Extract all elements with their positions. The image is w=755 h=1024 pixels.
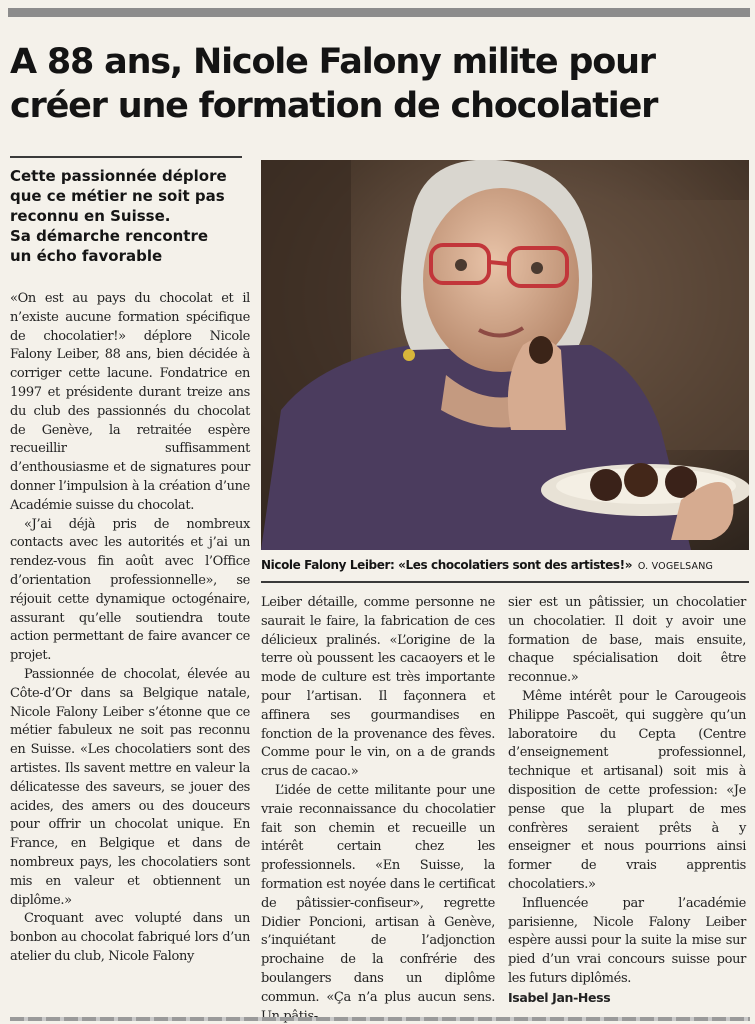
body-paragraph: Leiber détaille, comme personne ne saurait le faire, la fabrication de ces délicieux pralinés. «L’origine de la terre où poussent les cacaoyers et le mode de culture est très importante pour l’artisan. Il façonnera et affinera ses gourmandises en fonction de la provenance des fèves. Comme pour le vin, on a de grands crus de cacao.» [261,595,495,780]
body-paragraph: L’idée de cette militante pour une vraie reconnaissance du chocolatier fait son chemin et recueille un intérêt certain chez les professionnels. «En Suisse, la formation est noyée dans le certificat de pâtissier-confiseur», regrette Didier Poncioni, artisan à Genève, s’inquiétant de l’adjonction prochaine de la confrérie des boulangers dans un diplôme commun. «Ça n’a plus aucun sens. [261,782,495,1005]
body-rule [261,581,749,583]
lead-rule [10,156,242,158]
photo-caption [261,556,749,576]
lead-line-1: Cette passionnée déplore [10,167,227,185]
lead-line-4: Sa démarche rencontre [10,227,209,245]
caption-text: Nicole Falony Leiber: «Les chocolatiers sont des artistes!» [261,558,633,572]
headline-line-2: créer une formation de chocolatier [10,86,658,126]
lead-line-3: reconnu en Suisse. [10,207,171,225]
top-rule [8,8,750,17]
article-photo [261,160,749,550]
article-headline [10,40,745,128]
author-byline: Isabel Jan-Hess [508,989,611,1005]
body-paragraph: sier est un pâtissier, un chocolatier un chocolatier. Il doit y avoir une formation de base, mais ensuite, chaque spécialisation doit être reconnue.» [508,595,746,686]
body-column-2 [261,594,495,1024]
body-paragraph: «J’ai déjà pris de nombreux contacts avec les autorités et j’ai un rendez-vous fin août avec l’Office d’orientation professionnelle», se réjouit cette dynamique octogénaire, assurant qu’elle soutiendra toute action permettant de faire avancer ce projet. [10,516,250,664]
photo-credit: O. VOGELSANG [637,561,714,572]
lead-line-2: que ce métier ne soit pas [10,187,225,205]
article-lead [10,166,250,266]
body-paragraph: Passionnée de chocolat, élevée au Côte-d’Or dans sa Belgique natale, Nicole Falony Leiber s’étonne que ce métier fabuleux ne soit pas reconnu en Suisse. «Les chocolatiers sont des artistes. Ils savent mettre en valeur la délicatesse des saveurs, se jouer des acides, des amers ou des douceurs pour offrir un chocolat unique. En France, en Belgique et dans de nombreux pays, les chocolatiers sont mis en valeur et obtiennent un diplôme.» [10,666,250,908]
body-paragraph: Influencée par l’académie parisienne, Nicole Falony Leiber espère aussi pour la suite la mise sur pied d’un vrai concours suisse pour les futurs diplômés. [508,895,746,986]
body-paragraph: Même intérêt pour le Carougeois Philippe Pascoët, qui suggère qu’un laboratoire du Cepta (Centre d’enseignement professionnel, technique et artisanal) soit mis à disposition de cette profession: «Je pense que la plupart de mes confrères seraient prêts à y enseigner et nous pourrions ainsi former de vrais apprentis chocolatiers.» [508,688,746,892]
body-paragraph: Croquant avec volupté dans un bonbon au chocolat fabriqué lors d’un atelier du club, Nicole Falony [10,911,250,964]
print-color-marks [378,1017,488,1021]
body-column-1 [10,290,250,967]
lead-line-5: un écho favorable [10,247,163,265]
headline-line-1: A 88 ans, Nicole Falony milite pour [10,42,655,82]
body-column-3 [508,594,746,1008]
body-paragraph: «On est au pays du chocolat et il n’existe aucune formation spécifique de chocolatier!» déplore Nicole Falony Leiber, 88 ans, bien décidée à corriger cette lacune. Fondatrice en 1997 et présidente durant treize ans du club des passionnés du chocolat de Genève, la retraitée espère recueillir suffisamment d’enthousiasme et de signatures pour donner l’impulsion à la création d’une Académie suisse du chocolat. [10,291,250,513]
